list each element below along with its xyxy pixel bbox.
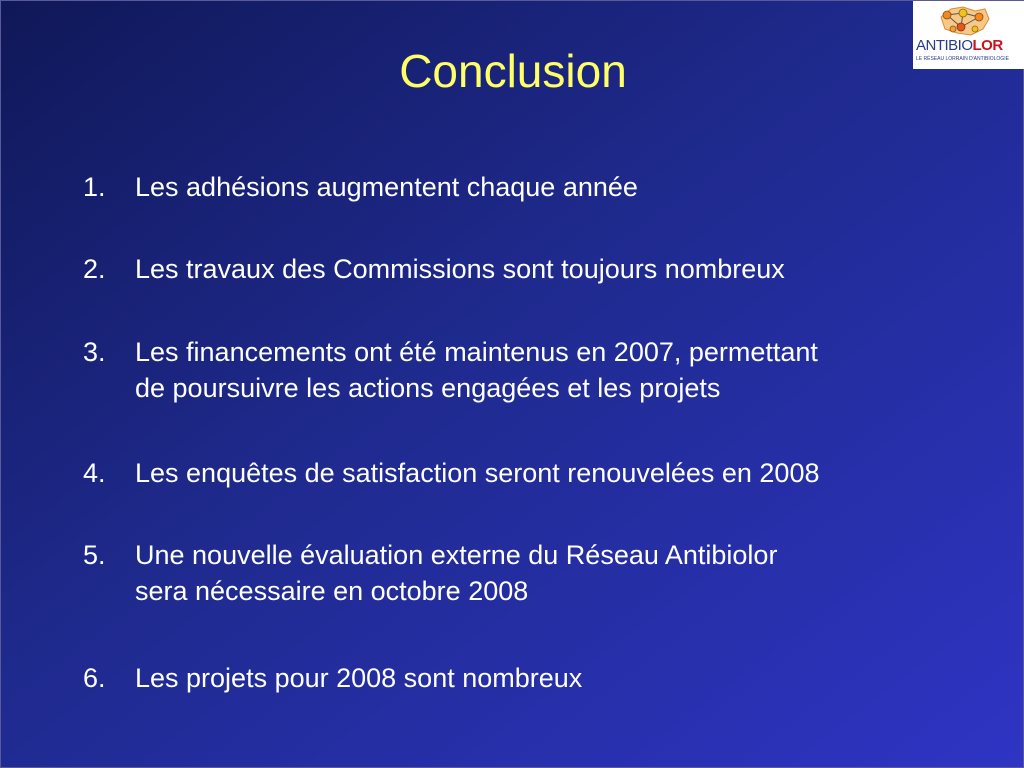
- slide-title: Conclusion: [399, 45, 627, 97]
- logo-tagline: LE RÉSEAU LORRAIN D'ANTIBIOLOGIE: [916, 56, 1009, 62]
- list-item-text: [135, 537, 1015, 609]
- logo-word-antibio: ANTIBIO: [916, 37, 973, 54]
- list-item-line: de poursuivre les actions engagées et les projets: [135, 373, 721, 403]
- list-item-number: 4.: [83, 458, 106, 488]
- list-item-text: [135, 334, 1015, 406]
- list-item-line: Les projets pour 2008 sont nombreux: [135, 663, 583, 693]
- list-item-line: Une nouvelle évaluation externe du Réseau Antibiolor: [135, 540, 778, 570]
- list-item-text: [135, 455, 1015, 491]
- list-item-text: [135, 169, 1015, 205]
- list-item-number: 1.: [83, 172, 106, 202]
- list-item-line: Les financements ont été maintenus en 2007, permettant: [135, 337, 818, 367]
- list-item-text: [135, 251, 1015, 287]
- logo-word-lor: LOR: [972, 37, 1003, 54]
- list-item-line: Les travaux des Commissions sont toujours nombreux: [135, 254, 785, 284]
- conclusion-list: [1, 1, 1024, 768]
- list-item-line: Les enquêtes de satisfaction seront renouvelées en 2008: [135, 458, 820, 488]
- list-item-number: 2.: [83, 254, 106, 284]
- list-item-line: sera nécessaire en octobre 2008: [135, 576, 529, 606]
- list-item-line: Les adhésions augmentent chaque année: [135, 172, 638, 202]
- list-item-number: 6.: [83, 663, 106, 693]
- list-item-text: [135, 660, 1015, 696]
- list-item-number: 5.: [83, 540, 106, 570]
- list-item-number: 3.: [83, 337, 106, 367]
